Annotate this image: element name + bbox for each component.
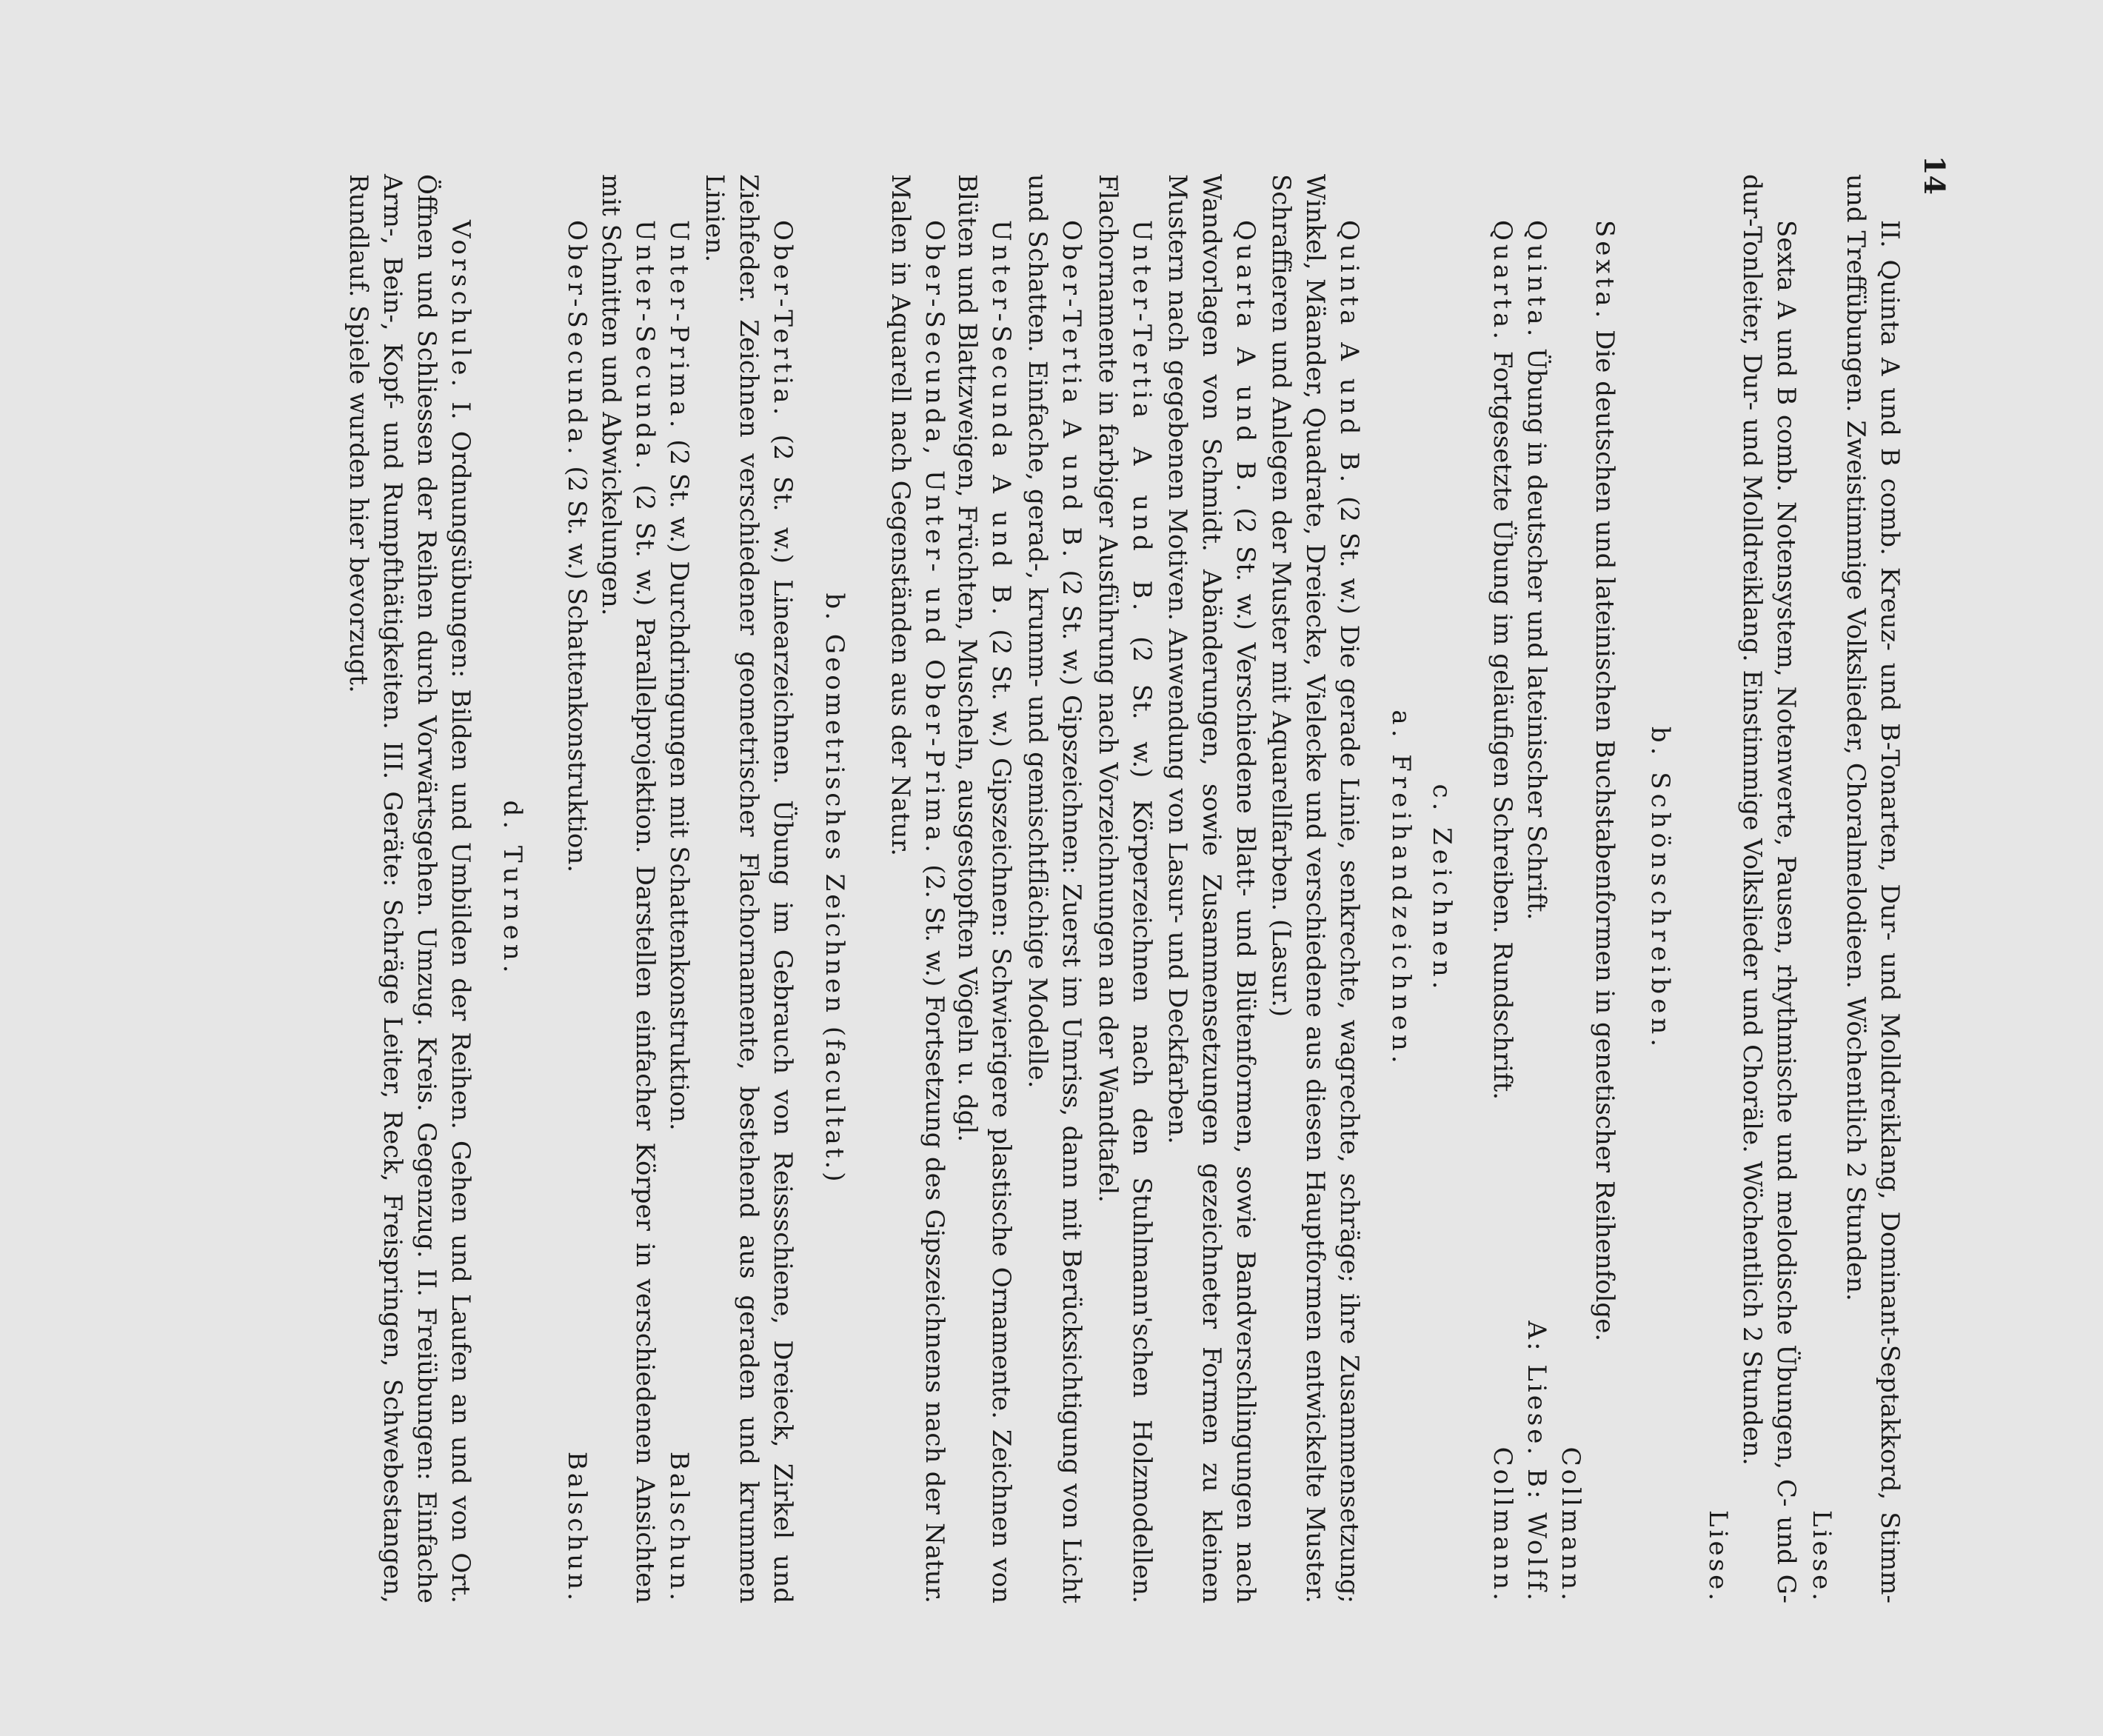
freehand-obertertia-text: (2 St. w.) Gipszeichnen: Zuerst im Umriss, dann mit Berücksichtigung von Licht und Schatten. Einfache, gerad-, krumm- und gemischtflächige Modelle. [1023, 174, 1086, 1603]
geometric-obersecunda-teacher: Balschun. [562, 1451, 592, 1603]
handwriting-quarta-label: Quarta. [1488, 220, 1517, 344]
handwriting-quarta-text: Fortgesetzte Übung im geläufigen Schreiben. Rundschrift. [1488, 350, 1517, 1101]
geometric-obertertia-label: Ober-Tertia. [768, 220, 798, 419]
section-heading-drawing: c. Zeichnen. [1427, 784, 1457, 994]
gymnastics-vorschule-paragraph [341, 174, 478, 1603]
singing-quinta-teacher: Liese. [1807, 1510, 1836, 1603]
handwriting-quarta-teacher: Collmann. [1488, 1446, 1517, 1603]
gymnastics-vorschule-label: Vorschule. [446, 220, 475, 391]
freehand-quinta-paragraph [1264, 174, 1366, 1603]
singing-quinta-text: Kreuz- und B-Tonarten, Dur- und Molldreiklang, Dominant-Septakkord, Stimm- und Treffübungen. Zweistimmige Volkslieder, Choralmelodieen. Wöchentlich 2 Stunden. [1841, 174, 1905, 1604]
handwriting-sexta-label: Sexta. [1590, 220, 1619, 322]
geometric-untersecunda-paragraph [594, 174, 662, 1603]
freehand-quarta-paragraph [1160, 174, 1263, 1603]
freehand-obertertia-label: Ober-Tertia A und B. [1057, 220, 1086, 561]
handwriting-sexta-paragraph [1588, 174, 1622, 1603]
freehand-quarta-text: (2 St. w.) Verschiedene Blatt- und Blütenformen, sowie Bandverschlingungen nach Wandvorlagen von Schmidt. Abänderungen, sowie Zusammensetzungen gezeichneter Formen zu kleinen Mustern nach gegebenen Motiven. Anwendung von Lasur- und Deckfarben. [1163, 174, 1260, 1603]
geometric-obersecunda-paragraph [560, 174, 594, 1603]
subsection-heading-geometric: b. Geometrisches Zeichnen (facultat.) [820, 592, 849, 1185]
handwriting-sexta-teacher: Collmann. [1556, 1446, 1585, 1603]
geometric-untersecunda-text: (2 St. w.) Parallelprojektion. Darstellen einfacher Körper in verschiedenen Ansichten mit Schnitten und Abwickelungen. [596, 174, 660, 1604]
freehand-untersecunda-paragraph [950, 174, 1018, 1603]
handwriting-quinta-label: Quinta. [1522, 220, 1551, 341]
section-heading-handwriting: b. Schönschreiben. [1645, 726, 1675, 1052]
freehand-quinta-label: Quinta A und B. [1334, 220, 1364, 487]
freehand-quinta-text: (2 St. w.) Die gerade Linie, senkrechte, wagrechte, schräge; ihre Zusammensetzung; Winkel, Mäander, Quadrate, Dreiecke, Vielecke und verschiedene aus diesen Hauptformen entwickelte Muster. Schraffieren und Anlegen der Muster mit Aquarellfarben. (Lasur.) [1266, 174, 1364, 1603]
handwriting-sexta-text: Die deutschen und lateinischen Buchstabenformen in genetischer Reihenfolge. [1590, 330, 1619, 1342]
gymnastics-vorschule-text: I. Ordnungsübungen: Bilden und Umbilden der Reihen. Gehen und Laufen an und von Ort. Öffnen und Schliessen der Reihen durch Vorwärtsgehen. Umzug. Kreis. Gegenzug. II. Freiübungen: Einfache Arm-, Bein-, Kopf- und Rumpfthätigkeiten. III. Geräte: Schräge Leiter, Reck, Freispringen, Schwebestangen, Rundlauf. Spiele wurden hier bevorzugt. [344, 174, 475, 1603]
geometric-obersecunda-text: (2 St. w.) Schattenkonstruktion. [562, 466, 592, 873]
freehand-obersecunda-label: Ober-Secunda, Unter- und Ober-Prima. [920, 220, 949, 856]
freehand-untersecunda-label: Unter-Secunda A und B. [986, 220, 1016, 619]
geometric-unterprima-teacher: Balschun. [664, 1451, 694, 1603]
handwriting-quinta-paragraph [1519, 174, 1554, 1603]
freehand-obertertia-paragraph [1020, 174, 1089, 1603]
freehand-obersecunda-text: (2. St. w.) Fortsetzung des Gipszeichnens nach der Natur. Malen in Aquarell nach Gegenständen aus der Natur. [886, 174, 949, 1603]
singing-sexta-text: Notensystem, Notenwerte, Pausen, rhythmische und melodische Übungen, C- und G-dur-Tonleiter, Dur- und Molldreiklang. Einstimmige Volkslieder und Choräle. Wöchentlich 2 Stunden. [1737, 174, 1801, 1603]
geometric-obertertia-paragraph [698, 174, 800, 1603]
freehand-quarta-label: Quarta A und B. [1231, 220, 1260, 495]
singing-quinta-paragraph [1839, 174, 1907, 1603]
freehand-untersecunda-text: (2 St. w.) Gipszeichnen: Schwierigere plastische Ornamente. Zeichnen von Blüten und Blattzweigen, Früchten, Muscheln, ausgestopften Vögeln u. dgl. [952, 174, 1016, 1603]
handwriting-quinta-text: Übung in deutscher und lateinischer Schrift. [1522, 348, 1551, 921]
geometric-unterprima-paragraph [662, 174, 696, 1603]
handwriting-quinta-teacher: A: Liese. B: Wolff. [1522, 1321, 1551, 1603]
freehand-untertertia-label: Unter-Tertia A und B. [1127, 220, 1157, 615]
freehand-untertertia-text: (2 St. w.) Körperzeichnen nach den Stuhlmann'schen Holzmodellen. Flachornamente in farbiger Ausführung nach Vorzeichnungen an der Wandtafel. [1093, 174, 1157, 1604]
singing-sexta-paragraph [1735, 174, 1803, 1603]
geometric-unterprima-label: Unter-Prima. [664, 220, 694, 432]
page-number: 14 [1918, 156, 1951, 195]
singing-sexta-teacher: Liese. [1703, 1510, 1733, 1603]
freehand-obersecunda-paragraph [883, 174, 952, 1603]
geometric-unterprima-text: (2 St. w.) Durchdringungen mit Schattenkonstruktion. [664, 439, 694, 1131]
geometric-obersecunda-label: Ober-Secunda. [562, 220, 592, 458]
freehand-untertertia-paragraph [1091, 174, 1159, 1603]
section-heading-gymnastics: d. Turnen. [498, 800, 527, 978]
subsection-heading-freehand: a. Freihandzeichnen. [1386, 710, 1416, 1068]
handwriting-quarta-paragraph [1485, 174, 1519, 1603]
singing-sexta-label: Sexta A und B comb. [1771, 220, 1801, 493]
geometric-untersecunda-label: Unter-Secunda. [630, 220, 660, 473]
geometric-obertertia-text: (2 St. w.) Linearzeichnen. Übung im Gebrauch von Reissschiene, Dreieck, Zirkel und Ziehfeder. Zeichnen verschiedener geometrischer Flachornamente, bestehend aus geraden und krummen Linien. [700, 174, 798, 1603]
singing-quinta-label: II. Quinta A und B comb. [1875, 220, 1905, 555]
